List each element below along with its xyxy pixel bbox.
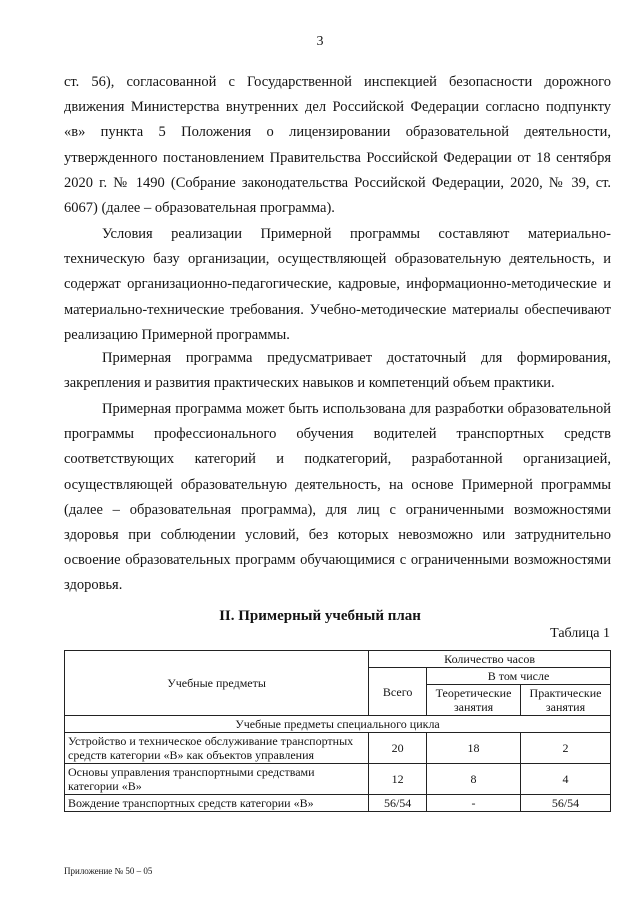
row-subject: Устройство и техническое обслуживание транспортных средств категории «В» как объектов управления (65, 733, 369, 764)
table-row (65, 733, 611, 764)
table-row (65, 795, 611, 812)
row-theory: 8 (427, 764, 521, 795)
header-practice: Практические занятия (521, 685, 611, 716)
header-total: Всего (369, 668, 427, 716)
table-caption: Таблица 1 (550, 626, 610, 641)
header-including: В том числе (427, 668, 611, 685)
header-subjects: Учебные предметы (65, 651, 369, 716)
row-practice: 2 (521, 733, 611, 764)
row-total: 12 (369, 764, 427, 795)
table-header-row (65, 651, 611, 668)
paragraph-2: Условия реализации Примерной программы составляют материально-техническую базу организации, осуществляющей образовательную деятельность, и содержат организационно-педагогические, кадровые, информационно-методические и материально-технические требования. Учебно-методические материалы обеспечивают реализацию Примерной программы. (64, 226, 611, 343)
table-row (65, 764, 611, 795)
paragraph-1: ст. 56), согласованной с Государственной инспекцией безопасности дорожного движения Министерства внутренних дел Российской Федерации согласно подпункту «в» пункта 5 Положения о лицензировании образовательной деятельности, утвержденного постановлением Правительства Российской Федерации от 18 сентября 2020 г. № 1490 (Собрание законодательства Российской Федерации, 2020, № 39, ст. 6067) (далее – образовательная программа). (64, 74, 611, 217)
table-section-row (65, 716, 611, 733)
row-subject: Основы управления транспортными средствами категории «В» (65, 764, 369, 795)
header-hours: Количество часов (369, 651, 611, 668)
row-theory: - (427, 795, 521, 812)
row-theory: 18 (427, 733, 521, 764)
curriculum-table (64, 650, 611, 812)
paragraph-3: Примерная программа предусматривает достаточный для формирования, закрепления и развития практических навыков и компетенций объем практики. (64, 350, 611, 392)
row-practice: 56/54 (521, 795, 611, 812)
paragraph-4: Примерная программа может быть использована для разработки образовательной программы профессионального обучения водителей транспортных средств соответствующих категорий и подкатегорий, разработанной организацией, осуществляющей образовательную деятельность, на основе Примерной программы (далее – образовательная программа), для лиц с ограниченными возможностями здоровья при соблюдении условий, без которых невозможно или затруднительно освоение образовательных программ обучающимися с ограниченными возможностями здоровья. (64, 401, 611, 594)
section-row-label: Учебные предметы специального цикла (65, 716, 611, 733)
section-title: II. Примерный учебный план (219, 608, 421, 624)
page-number: 3 (316, 34, 324, 49)
row-total: 20 (369, 733, 427, 764)
row-subject: Вождение транспортных средств категории «В» (65, 795, 369, 812)
footer-note: Приложение № 50 – 05 (64, 866, 153, 876)
row-practice: 4 (521, 764, 611, 795)
header-theory: Теоретические занятия (427, 685, 521, 716)
row-total: 56/54 (369, 795, 427, 812)
